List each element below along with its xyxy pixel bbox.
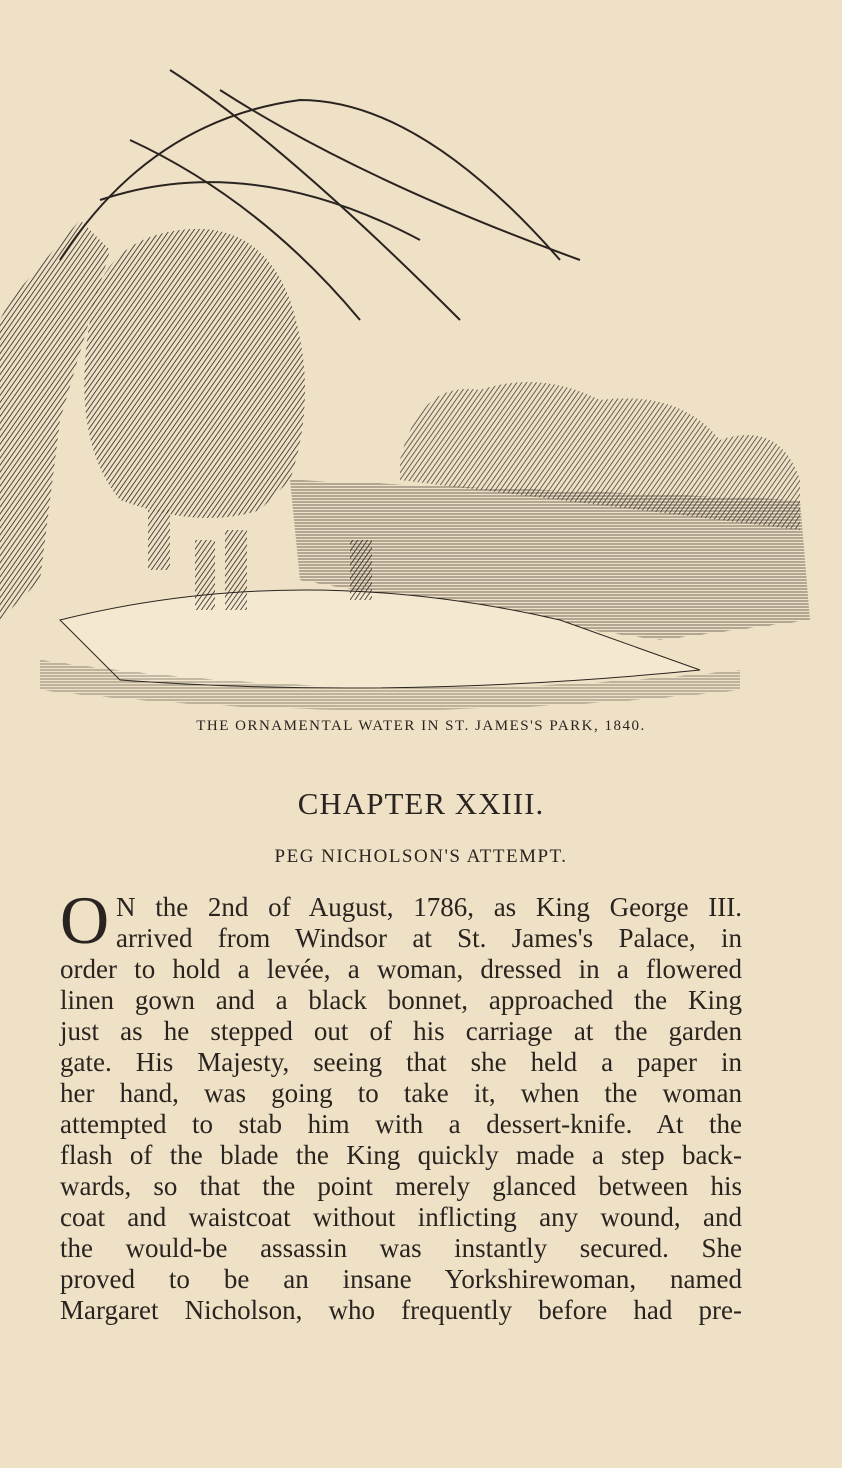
text-line: order to hold a levée, a woman, dressed in a flowered xyxy=(60,954,742,984)
chapter-title: CHAPTER XXIII. xyxy=(297,786,545,821)
text-line: Margaret Nicholson, who frequently before had pre- xyxy=(60,1295,742,1325)
drop-cap: O xyxy=(60,882,110,958)
text-line: wards, so that the point merely glanced between his xyxy=(60,1171,742,1201)
engraving-illustration xyxy=(0,60,842,710)
text-line: linen gown and a black bonnet, approached the King xyxy=(60,985,742,1015)
text-line: attempted to stab him with a dessert-knife. At the xyxy=(60,1109,742,1139)
text-line: flash of the blade the King quickly made a step back- xyxy=(60,1140,742,1170)
text-line: the would-be assassin was instantly secured. She xyxy=(60,1233,742,1263)
body-text xyxy=(60,882,742,1326)
text-line: her hand, was going to take it, when the woman xyxy=(60,1078,742,1108)
chapter-subtitle: PEG NICHOLSON'S ATTEMPT. xyxy=(274,846,568,867)
left-trees xyxy=(84,229,305,518)
text-line: N the 2nd of August, 1786, as King George III. xyxy=(116,892,742,922)
text-line: just as he stepped out of his carriage at the garden xyxy=(60,1016,742,1046)
illustration-caption: THE ORNAMENTAL WATER IN ST. JAMES'S PARK, 1840. xyxy=(196,718,646,734)
text-line: arrived from Windsor at St. James's Palace, in xyxy=(116,923,742,953)
text-line: coat and waistcoat without inflicting any wound, and xyxy=(60,1202,742,1232)
text-line: gate. His Majesty, seeing that she held a paper in xyxy=(60,1047,742,1077)
text-line: proved to be an insane Yorkshirewoman, named xyxy=(60,1264,742,1294)
